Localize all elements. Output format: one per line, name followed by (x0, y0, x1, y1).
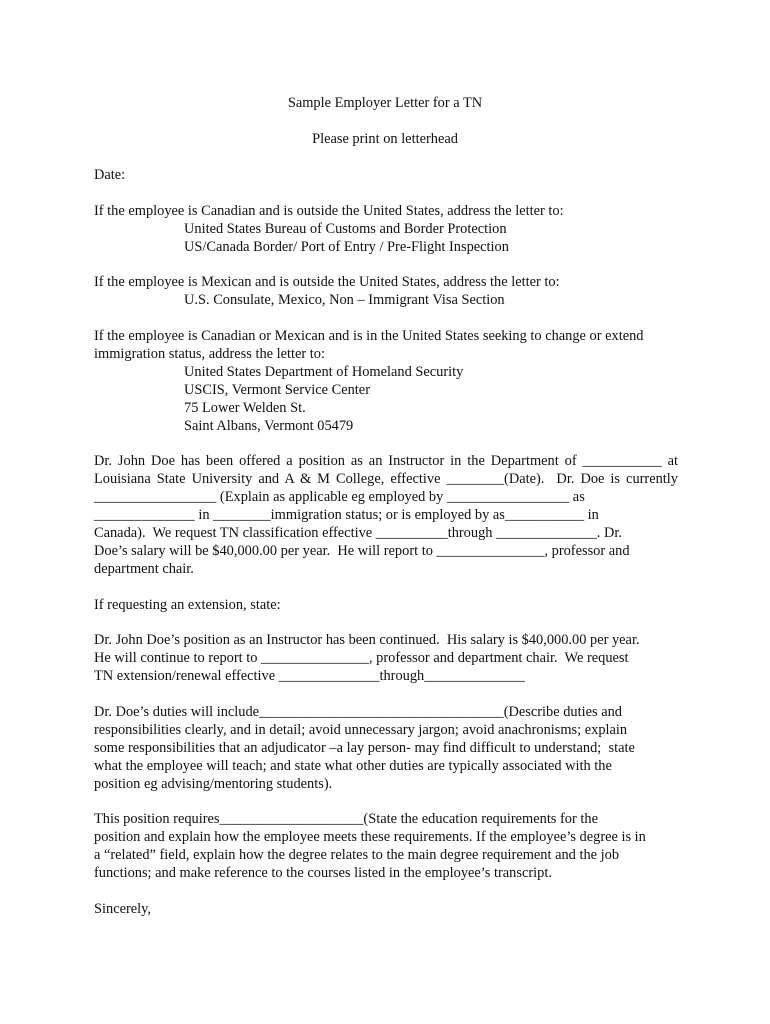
requirements-line: a “related” field, explain how the degree relates to the main degree requirement and the job (94, 847, 620, 863)
duties-line: responsibilities clearly, and in detail; avoid unnecessary jargon; avoid anachronisms; explain (94, 722, 628, 738)
offer-line: Doe’s salary will be $40,000.00 per year. He will report to _______________, professor and (94, 543, 630, 559)
duties-line: position eg advising/mentoring students). (94, 776, 333, 792)
address-line: US/Canada Border/ Port of Entry / Pre-Flight Inspection (184, 239, 509, 255)
address-line: United States Bureau of Customs and Border Protection (184, 221, 507, 237)
duties-line: some responsibilities that an adjudicator –a lay person- may find difficult to understand; state (94, 740, 635, 756)
offer-line: Canada). We request TN classification effective __________through ______________. Dr. (94, 525, 622, 541)
duties-line: what the employee will teach; and state what other duties are typically associated with the (94, 758, 612, 774)
address-line: 75 Lower Welden St. (184, 400, 306, 416)
extension-line: Dr. John Doe’s position as an Instructor has been continued. His salary is $40,000.00 per year. (94, 632, 640, 648)
address-line: U.S. Consulate, Mexico, Non – Immigrant Visa Section (184, 292, 505, 308)
in-us-intro-line: immigration status, address the letter to: (94, 346, 326, 362)
address-line: USCIS, Vermont Service Center (184, 382, 370, 398)
in-us-intro-line: If the employee is Canadian or Mexican and is in the United States seeking to change or extend (94, 328, 644, 344)
duties-line: Dr. Doe’s duties will include__________________________________(Describe duties and (94, 704, 622, 720)
closing: Sincerely, (94, 901, 152, 917)
extension-line: He will continue to report to _______________, professor and department chair. We request (94, 650, 629, 666)
canadian-outside-intro: If the employee is Canadian and is outside the United States, address the letter to: (94, 203, 564, 219)
requirements-line: position and explain how the employee meets these requirements. If the employee’s degree is in (94, 829, 646, 845)
offer-line: Louisiana State University and A & M College, effective ________(Date). Dr. Doe is currently (94, 471, 678, 487)
address-line: Saint Albans, Vermont 05479 (184, 418, 354, 434)
offer-line: _________________ (Explain as applicable eg employed by _________________ as (94, 489, 585, 505)
page-title: Sample Employer Letter for a TN (287, 95, 483, 111)
offer-line: Dr. John Doe has been offered a position as an Instructor in the Department of ___________ at (94, 453, 678, 469)
requirements-line: This position requires____________________(State the education requirements for the (94, 811, 598, 827)
extension-label: If requesting an extension, state: (94, 597, 281, 613)
offer-line: ______________ in ________immigration status; or is employed by as___________ in (94, 507, 599, 523)
address-line: United States Department of Homeland Security (184, 364, 464, 380)
offer-line: department chair. (94, 561, 194, 577)
extension-line: TN extension/renewal effective ______________through______________ (94, 668, 525, 684)
requirements-line: functions; and make reference to the courses listed in the employee’s transcript. (94, 865, 552, 881)
page-subtitle: Please print on letterhead (312, 131, 458, 147)
mexican-outside-intro: If the employee is Mexican and is outside the United States, address the letter to: (94, 274, 560, 290)
date-label: Date: (94, 167, 126, 183)
